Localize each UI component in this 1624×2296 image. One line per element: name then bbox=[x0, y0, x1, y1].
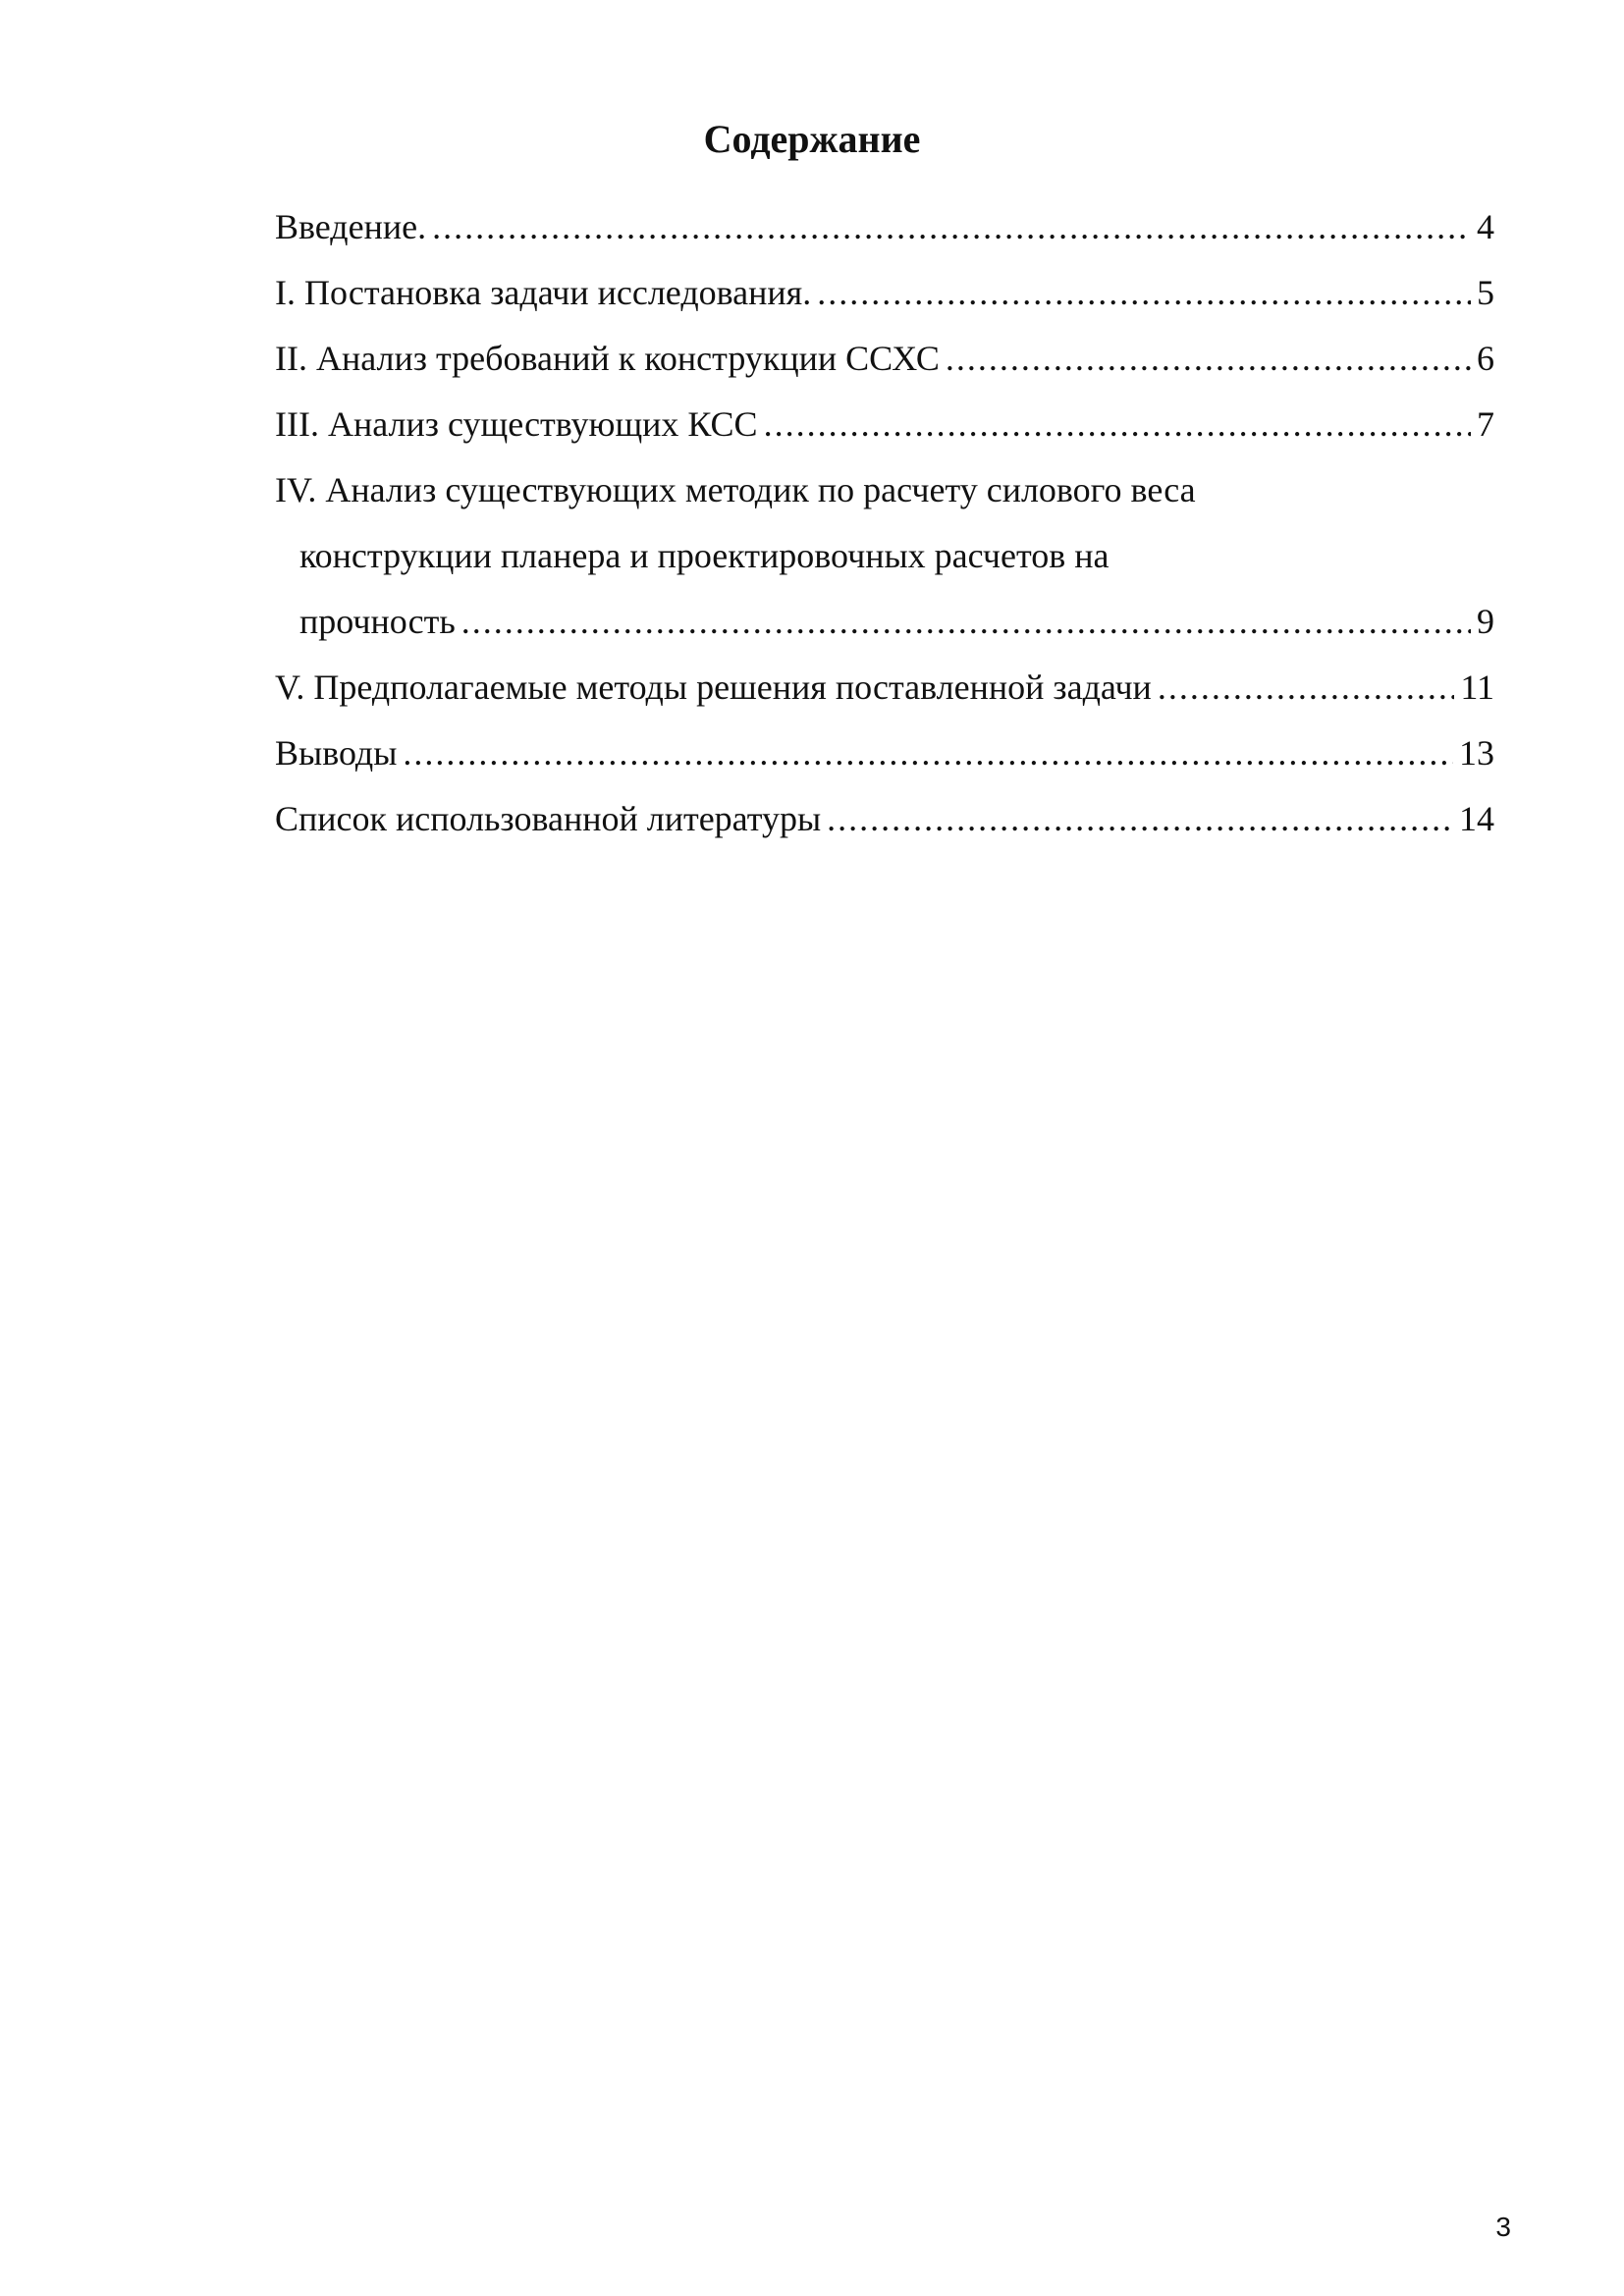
toc-entry-label: конструкции планера и проектировочных расчетов на bbox=[299, 536, 1110, 575]
toc-entry-line bbox=[275, 589, 1494, 655]
toc-entry-section-2[interactable] bbox=[275, 326, 1494, 392]
toc-dot-leader bbox=[403, 721, 1453, 786]
toc-entry-label: II. Анализ требований к конструкции ССХС bbox=[275, 339, 940, 378]
toc-entry-page: 11 bbox=[1460, 667, 1494, 707]
toc-entry-section-1[interactable] bbox=[275, 260, 1494, 326]
toc-entry-page: 7 bbox=[1477, 404, 1494, 444]
toc-entry-introduction[interactable] bbox=[275, 194, 1494, 260]
toc-dot-leader bbox=[432, 194, 1471, 260]
toc-entry-label: прочность bbox=[299, 602, 456, 641]
toc-entry-label: III. Анализ существующих КСС bbox=[275, 404, 758, 444]
toc-entry-section-4[interactable] bbox=[275, 457, 1494, 655]
toc-entry-label: Выводы bbox=[275, 733, 398, 773]
toc-entry-page: 4 bbox=[1477, 207, 1494, 246]
toc-entry-section-5[interactable] bbox=[275, 655, 1494, 721]
page-number: 3 bbox=[1495, 2212, 1511, 2242]
toc-entry-label: Список использованной литературы bbox=[275, 799, 822, 838]
toc-entry-line bbox=[275, 457, 1494, 523]
toc-entry-section-3[interactable] bbox=[275, 392, 1494, 457]
toc-entry-label: I. Постановка задачи исследования. bbox=[275, 273, 812, 312]
toc-entry-label: Введение. bbox=[275, 207, 427, 246]
toc-entry-references[interactable] bbox=[275, 786, 1494, 852]
toc-entry-page: 9 bbox=[1477, 602, 1494, 641]
toc-entry-label: V. Предполагаемые методы решения поставленной задачи bbox=[275, 667, 1152, 707]
toc-entry-page: 14 bbox=[1459, 799, 1494, 838]
toc-entry-page: 5 bbox=[1477, 273, 1494, 312]
toc-entry-page: 13 bbox=[1459, 733, 1494, 773]
toc-dot-leader bbox=[764, 392, 1471, 457]
toc-dot-leader bbox=[946, 326, 1471, 392]
page-title: Содержание bbox=[703, 117, 921, 161]
toc-dot-leader bbox=[1158, 655, 1455, 721]
toc-entry-page: 6 bbox=[1477, 339, 1494, 378]
toc-dot-leader bbox=[461, 589, 1471, 655]
toc-dot-leader bbox=[827, 786, 1453, 852]
toc-entry-line bbox=[275, 523, 1494, 589]
toc-entry-label: IV. Анализ существующих методик по расчету силового веса bbox=[275, 470, 1196, 509]
toc-entry-conclusions[interactable] bbox=[275, 721, 1494, 786]
toc-dot-leader bbox=[817, 260, 1471, 326]
table-of-contents bbox=[275, 194, 1494, 852]
